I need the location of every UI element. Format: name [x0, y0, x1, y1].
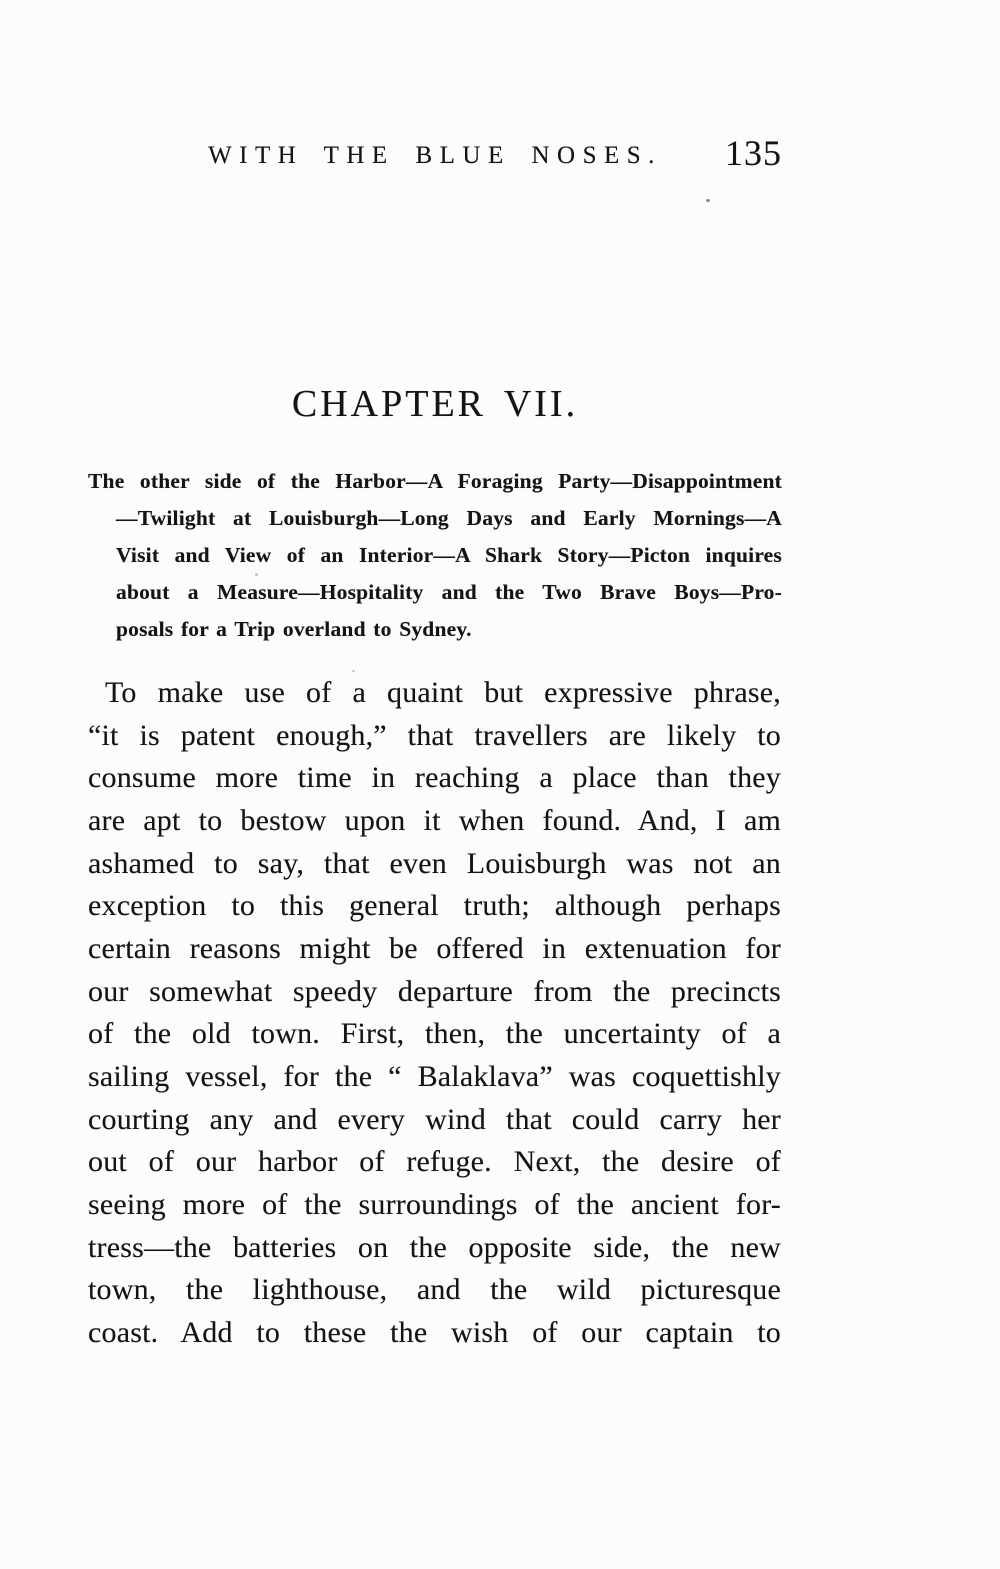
body-text-line: out of our harbor of refuge. Next, the desire of — [88, 1145, 781, 1179]
body-text-line: ashamed to say, that even Louisburgh was not an — [88, 846, 781, 880]
scan-speck — [255, 573, 258, 576]
body-text-line: courting any and every wind that could carry her — [88, 1102, 781, 1136]
page-number: 135 — [725, 133, 782, 173]
scan-speck — [352, 670, 355, 672]
body-text-line: our somewhat speedy departure from the precincts — [88, 974, 781, 1008]
body-text-line: certain reasons might be offered in extenuation for — [88, 931, 781, 965]
body-text-line: town, the lighthouse, and the wild picturesque — [88, 1273, 781, 1307]
body-text-line: consume more time in reaching a place than they — [88, 761, 781, 795]
body-text-line: “it is patent enough,” that travellers are likely to — [88, 718, 781, 752]
body-text-line: seeing more of the surroundings of the ancient for- — [88, 1187, 781, 1221]
body-text-line: sailing vessel, for the “ Balaklava” was coquettishly — [88, 1059, 781, 1093]
synopsis-line: The other side of the Harbor—A Foraging Party—Disappointment — [88, 469, 782, 493]
scan-speck — [706, 199, 710, 202]
running-header-title: WITH THE BLUE NOSES. — [208, 142, 662, 169]
chapter-heading: CHAPTER VII. — [291, 383, 579, 425]
body-text-line: are apt to bestow upon it when found. And, I am — [88, 803, 781, 837]
synopsis-line: Visit and View of an Interior—A Shark Story—Picton inquires — [116, 543, 782, 567]
body-text-line: exception to this general truth; although perhaps — [88, 889, 781, 923]
body-text-line: tress—the batteries on the opposite side, the new — [88, 1230, 781, 1264]
body-text-line: of the old town. First, then, the uncertainty of a — [88, 1017, 781, 1051]
synopsis-line: about a Measure—Hospitality and the Two Brave Boys—Pro- — [116, 580, 782, 604]
body-text — [88, 672, 781, 1355]
running-header-row — [88, 133, 782, 173]
chapter-synopsis — [88, 463, 782, 648]
body-text-line: To make use of a quaint but expressive phrase, — [105, 676, 781, 709]
synopsis-line: —Twilight at Louisburgh—Long Days and Early Mornings—A — [116, 506, 782, 530]
body-text-line: coast. Add to these the wish of our captain to — [88, 1315, 781, 1349]
synopsis-line: posals for a Trip overland to Sydney. — [116, 617, 472, 641]
